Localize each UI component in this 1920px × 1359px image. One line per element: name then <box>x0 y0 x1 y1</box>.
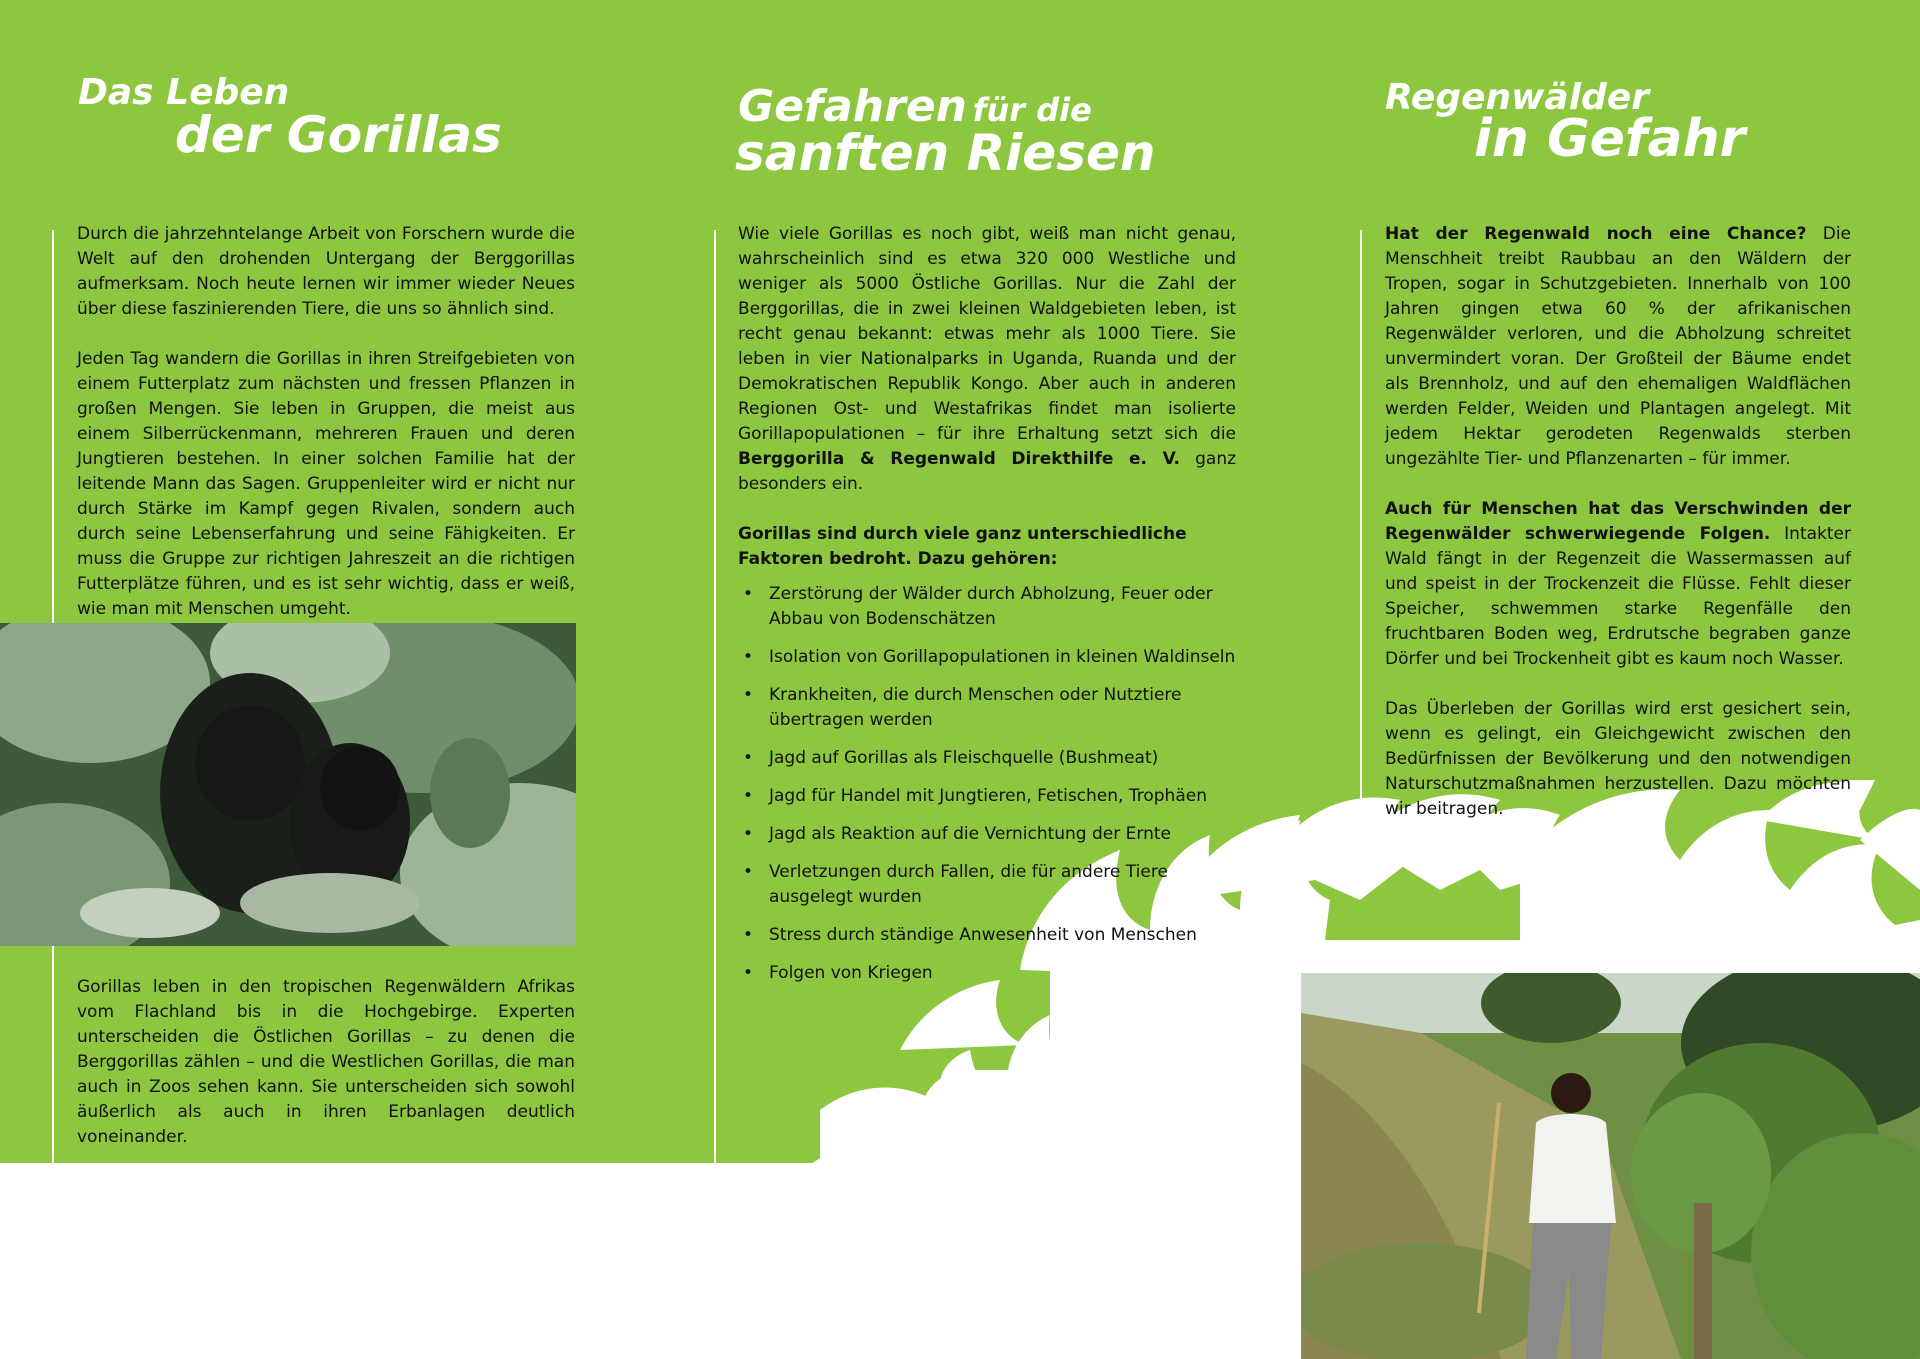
column3-paragraph-2-lead: Auch für Menschen hat das Verschwinden der Regenwälder schwerwiegende Folgen. <box>1385 499 1851 544</box>
column3-paragraph-2 <box>1385 497 1851 672</box>
threat-item-text: Jagd für Handel mit Jungtieren, Fetischen, Trophäen <box>769 786 1207 806</box>
column1-text-top <box>77 222 575 647</box>
forest-man-photo <box>1301 973 1920 1359</box>
threat-item-text: Krankheiten, die durch Menschen oder Nutztiere übertragen werden <box>769 685 1182 730</box>
column1-paragraph-1: Durch die jahrzehntelange Arbeit von Forschern wurde die Welt auf den drohenden Untergang der Berggorillas aufmerksam. Noch heute lernen wir immer wieder Neues über diese faszinierenden Tiere, die uns so ähnlich sind. <box>77 224 575 319</box>
threat-item-text: Zerstörung der Wälder durch Abholzung, Feuer oder Abbau von Bodenschätzen <box>769 584 1213 629</box>
threat-item-text: Verletzungen durch Fallen, die für andere Tiere ausgelegt wurden <box>769 862 1168 907</box>
column3-paragraph-1-lead: Hat der Regenwald noch eine Chance? <box>1385 224 1807 244</box>
column2-title-line2: sanften Riesen <box>735 124 1156 182</box>
column2-paragraph-1-text: Wie viele Gorillas es noch gibt, weiß man nicht genau, wahrscheinlich sind es etwa 320 000 Westliche und weniger als 5000 Östliche Gorillas. Nur die Zahl der Berggorillas, die in zwei kleinen Waldgebieten leben, ist recht genau bekannt: etwas mehr als 1000 Tiere. Sie leben in vier Nationalparks in Uganda, Ruanda und der Demokratischen Republik Kongo. Aber auch in anderen Regionen Ost- und Westafrikas findet man isolierte Gorillapopulationen – für ihre Erhaltung setzt sich die <box>738 224 1236 444</box>
column1-paragraph-3: Gorillas leben in den tropischen Regenwäldern Afrikas vom Flachland bis in die Hochgebirge. Experten unterscheiden die Östlichen Gorillas – zu denen die Berggorillas zählen – und die Westlichen Gorillas, die man auch in Zoos sehen kann. Sie unterscheiden sich sowohl äußerlich als auch in ihren Erbanlagen deutlich voneinander. <box>77 977 575 1147</box>
bullet-icon: • <box>743 584 754 604</box>
column3-paragraph-1 <box>1385 222 1851 472</box>
threat-item <box>738 645 1236 670</box>
threat-item <box>738 860 1236 910</box>
column2-text <box>738 222 1236 999</box>
column3-paragraph-2-text: Intakter Wald fängt in der Regenzeit die Wassermassen auf und speist in der Trockenzeit die Flüsse. Fehlt dieser Speicher, schwemmen starke Regenfälle den fruchtbaren Boden weg, Erdrutsche begraben ganze Dörfer und bei Trockenheit gibt es kaum noch Wasser. <box>1385 524 1852 669</box>
threats-intro: Gorillas sind durch viele ganz unterschiedliche Faktoren bedroht. Dazu gehören: <box>738 524 1187 569</box>
bullet-icon: • <box>743 925 754 945</box>
column3-text <box>1385 222 1851 847</box>
bullet-icon: • <box>743 748 754 768</box>
threat-item-text: Folgen von Kriegen <box>769 963 933 983</box>
threat-item <box>738 683 1236 733</box>
bullet-icon: • <box>743 963 754 983</box>
bullet-icon: • <box>743 685 754 705</box>
threat-item <box>738 746 1236 771</box>
threats-list <box>738 582 1236 986</box>
threat-item-text: Jagd auf Gorillas als Fleischquelle (Bushmeat) <box>769 748 1159 768</box>
threat-item-text: Isolation von Gorillapopulationen in kleinen Waldinseln <box>769 647 1236 667</box>
organization-name: Berggorilla & Regenwald Direkthilfe e. V. <box>738 449 1181 469</box>
column1-title-line1: Das Leben <box>78 72 290 113</box>
column1-title-line2: der Gorillas <box>175 106 502 164</box>
bullet-icon: • <box>743 786 754 806</box>
column3-paragraph-3: Das Überleben der Gorillas wird erst gesichert sein, wenn es gelingt, ein Gleichgewicht zwischen den Bedürfnissen der Bevölkerung und den notwendigen Naturschutzmaßnahmen herzustellen. Dazu möchten wir beitragen. <box>1385 699 1851 819</box>
column3-title-line2: in Gefahr <box>1474 109 1746 169</box>
column2-title-small: für die <box>972 91 1092 129</box>
threat-item <box>738 582 1236 632</box>
column2-title-big: Gefahren <box>738 81 967 132</box>
column2-intro <box>738 522 1236 572</box>
threat-item-text: Jagd als Reaktion auf die Vernichtung der Ernte <box>769 824 1171 844</box>
threat-item <box>738 923 1236 948</box>
column2-paragraph-1 <box>738 222 1236 497</box>
column2-title-line1 <box>738 81 1092 132</box>
column-rule-2 <box>714 230 716 1165</box>
threat-item <box>738 822 1236 847</box>
column1-text-bottom <box>77 975 575 1175</box>
bullet-icon: • <box>743 824 754 844</box>
column2-paragraph-1-end: ganz besonders ein. <box>738 449 1237 494</box>
threat-item <box>738 784 1236 809</box>
column1-paragraph-2: Jeden Tag wandern die Gorillas in ihren Streifgebieten von einem Futterplatz zum nächsten und fressen Pflanzen in großen Mengen. Sie leben in Gruppen, die meist aus einem Silberrückenmann, mehreren Frauen und deren Jungtieren bestehen. In einer solchen Familie hat der leitende Mann das Sagen. Gruppenleiter wird er nicht nur durch Stärke im Kampf gegen Rivalen, sondern auch durch seine Lebenserfahrung und seine Fähigkeiten. Er muss die Gruppe zur richtigen Jahreszeit an die richtigen Futterplätze führen, und es ist sehr wichtig, dass er weiß, wie man mit Menschen umgeht. <box>77 349 575 619</box>
column3-paragraph-1-text: Die Menschheit treibt Raubbau an den Wäldern der Tropen, sogar in Schutzgebieten. Innerhalb von 100 Jahren gingen etwa 60 % der afrikanischen Regenwälder verloren, und die Abholzung schreitet unvermindert voran. Der Großteil der Bäume endet als Brennholz, und auf den ehemaligen Waldflächen werden Felder, Weiden und Plantagen angelegt. Mit jedem Hektar gerodeten Regenwalds sterben ungezählte Tier- und Pflanzenarten – für immer. <box>1385 224 1852 469</box>
threat-item-text: Stress durch ständige Anwesenheit von Menschen <box>769 925 1197 945</box>
gorilla-photo <box>0 623 576 946</box>
column-rule-3 <box>1360 230 1362 840</box>
bullet-icon: • <box>743 647 754 667</box>
bullet-icon: • <box>743 862 754 882</box>
column3-title-line1: Regenwälder <box>1385 77 1649 118</box>
threat-item <box>738 961 1236 986</box>
